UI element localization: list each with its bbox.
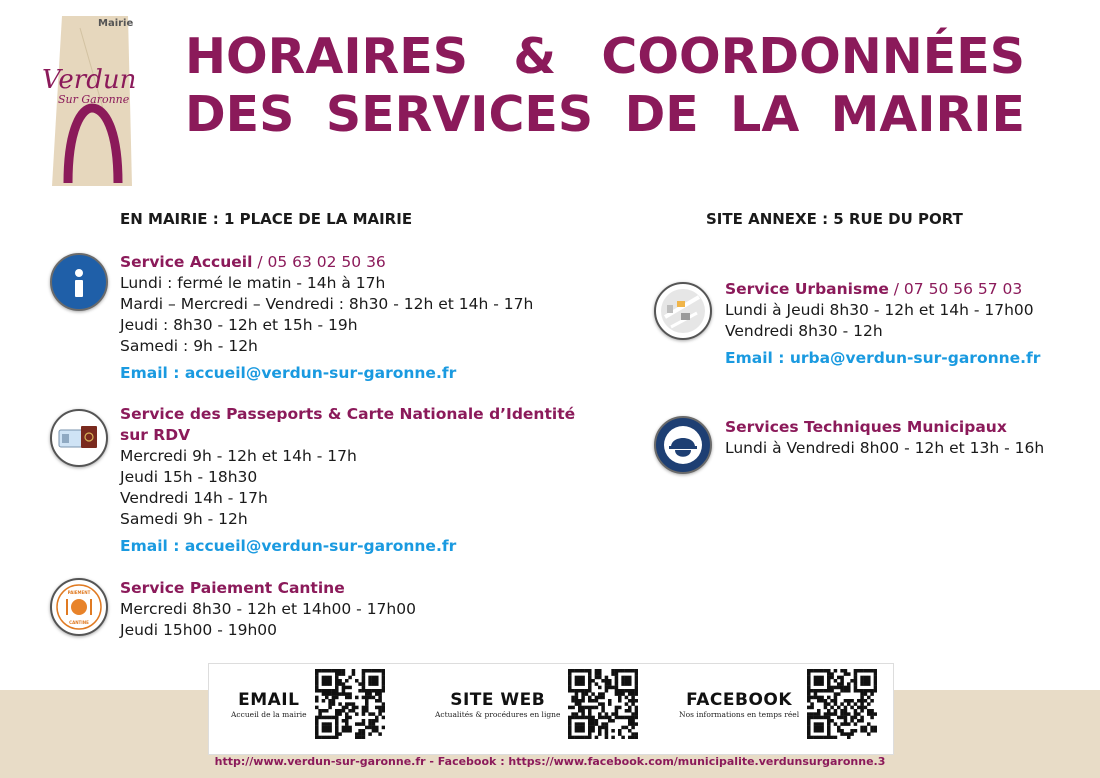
qr-code-facebook [807, 669, 877, 739]
qr-facebook-sublabel: Nos informations en temps réel [679, 709, 800, 719]
urbanisme-hours-line: Vendredi 8h30 - 12h [725, 322, 883, 340]
service-accueil-phone: / 05 63 02 50 36 [252, 253, 386, 271]
qr-email-label: EMAIL [238, 689, 300, 710]
service-urbanisme-title: Service Urbanisme [725, 280, 889, 298]
urbanisme-email-link[interactable]: Email : urba@verdun-sur-garonne.fr [725, 349, 1041, 367]
footer-links[interactable]: http://www.verdun-sur-garonne.fr - Facebook : https://www.facebook.com/municipalite.verdunsurgaronne.3 [214, 755, 886, 768]
cantine-hours-line: Jeudi 15h00 - 19h00 [120, 621, 277, 639]
title-word: LA [730, 86, 800, 143]
passport-id-icon [50, 409, 108, 467]
title-word: & [513, 28, 557, 85]
page-title [185, 28, 1025, 144]
logo-sub-text: Sur Garonne [58, 93, 130, 106]
qr-facebook[interactable] [679, 669, 877, 739]
accueil-email-link[interactable]: Email : accueil@verdun-sur-garonne.fr [120, 364, 457, 382]
title-word: MAIRIE [830, 86, 1025, 143]
qr-site-web[interactable] [435, 669, 638, 739]
qr-email-sublabel: Accueil de la mairie [231, 709, 307, 719]
qr-code-email [315, 669, 385, 739]
passeports-hours-line: Jeudi 15h - 18h30 [120, 468, 258, 486]
service-techniques [725, 417, 1085, 459]
urbanism-map-icon [654, 282, 712, 340]
left-column-heading: EN MAIRIE : 1 PLACE DE LA MAIRIE [120, 210, 413, 228]
info-icon [50, 253, 108, 311]
qr-email-label-group [231, 690, 307, 719]
service-accueil [120, 252, 640, 384]
title-line-1 [185, 28, 1025, 86]
cantine-icon-bottom: CANTINE [69, 620, 89, 625]
service-techniques-title: Services Techniques Municipaux [725, 418, 1007, 436]
passeports-hours-line: Mercredi 9h - 12h et 14h - 17h [120, 447, 357, 465]
accueil-hours-line: Samedi : 9h - 12h [120, 337, 258, 355]
qr-site-label: SITE WEB [450, 689, 546, 710]
service-accueil-title: Service Accueil [120, 253, 253, 271]
logo-name-text: Verdun [42, 65, 137, 95]
qr-facebook-label: FACEBOOK [686, 689, 793, 710]
service-passeports-rdv: sur RDV [120, 426, 191, 444]
title-line-2 [185, 86, 1025, 144]
qr-site-label-group [435, 690, 560, 719]
cantine-hours-line: Mercredi 8h30 - 12h et 14h00 - 17h00 [120, 600, 416, 618]
techniques-hours-line: Lundi à Vendredi 8h00 - 12h et 13h - 16h [725, 439, 1045, 457]
verdun-logo [40, 8, 145, 188]
passeports-email-link[interactable]: Email : accueil@verdun-sur-garonne.fr [120, 537, 457, 555]
title-word: HORAIRES [185, 28, 469, 85]
accueil-hours-line: Jeudi : 8h30 - 12h et 15h - 19h [120, 316, 358, 334]
qr-code-site-web [568, 669, 638, 739]
passeports-hours-line: Samedi 9h - 12h [120, 510, 248, 528]
worker-helmet-icon [654, 416, 712, 474]
service-passeports [120, 404, 640, 557]
accueil-hours-line: Lundi : fermé le matin - 14h à 17h [120, 274, 386, 292]
title-word: DES [185, 86, 295, 143]
logo-mairie-text: Mairie [98, 18, 134, 29]
qr-email[interactable] [231, 669, 385, 739]
service-urbanisme [725, 279, 1085, 369]
service-passeports-title: Service des Passeports & Carte Nationale d’Identité [120, 405, 576, 423]
accueil-hours-line: Mardi – Mercredi – Vendredi : 8h30 - 12h et 14h - 17h [120, 295, 534, 313]
qr-facebook-label-group [679, 690, 799, 719]
service-urbanisme-phone: / 07 50 56 57 03 [888, 280, 1023, 298]
service-cantine-title: Service Paiement Cantine [120, 579, 345, 597]
title-word: COORDONNÉES [601, 28, 1025, 85]
title-word: SERVICES [325, 86, 594, 143]
urbanisme-hours-line: Lundi à Jeudi 8h30 - 12h et 14h - 17h00 [725, 301, 1034, 319]
qr-code-panel [208, 663, 894, 755]
title-word: DE [624, 86, 699, 143]
cantine-plate-icon [50, 578, 108, 636]
service-cantine [120, 578, 640, 641]
cantine-icon-top: PAIEMENT [67, 590, 91, 595]
passeports-hours-line: Vendredi 14h - 17h [120, 489, 268, 507]
right-column-heading: SITE ANNEXE : 5 RUE DU PORT [706, 210, 963, 228]
qr-site-sublabel: Actualités & procédures en ligne [435, 709, 561, 719]
